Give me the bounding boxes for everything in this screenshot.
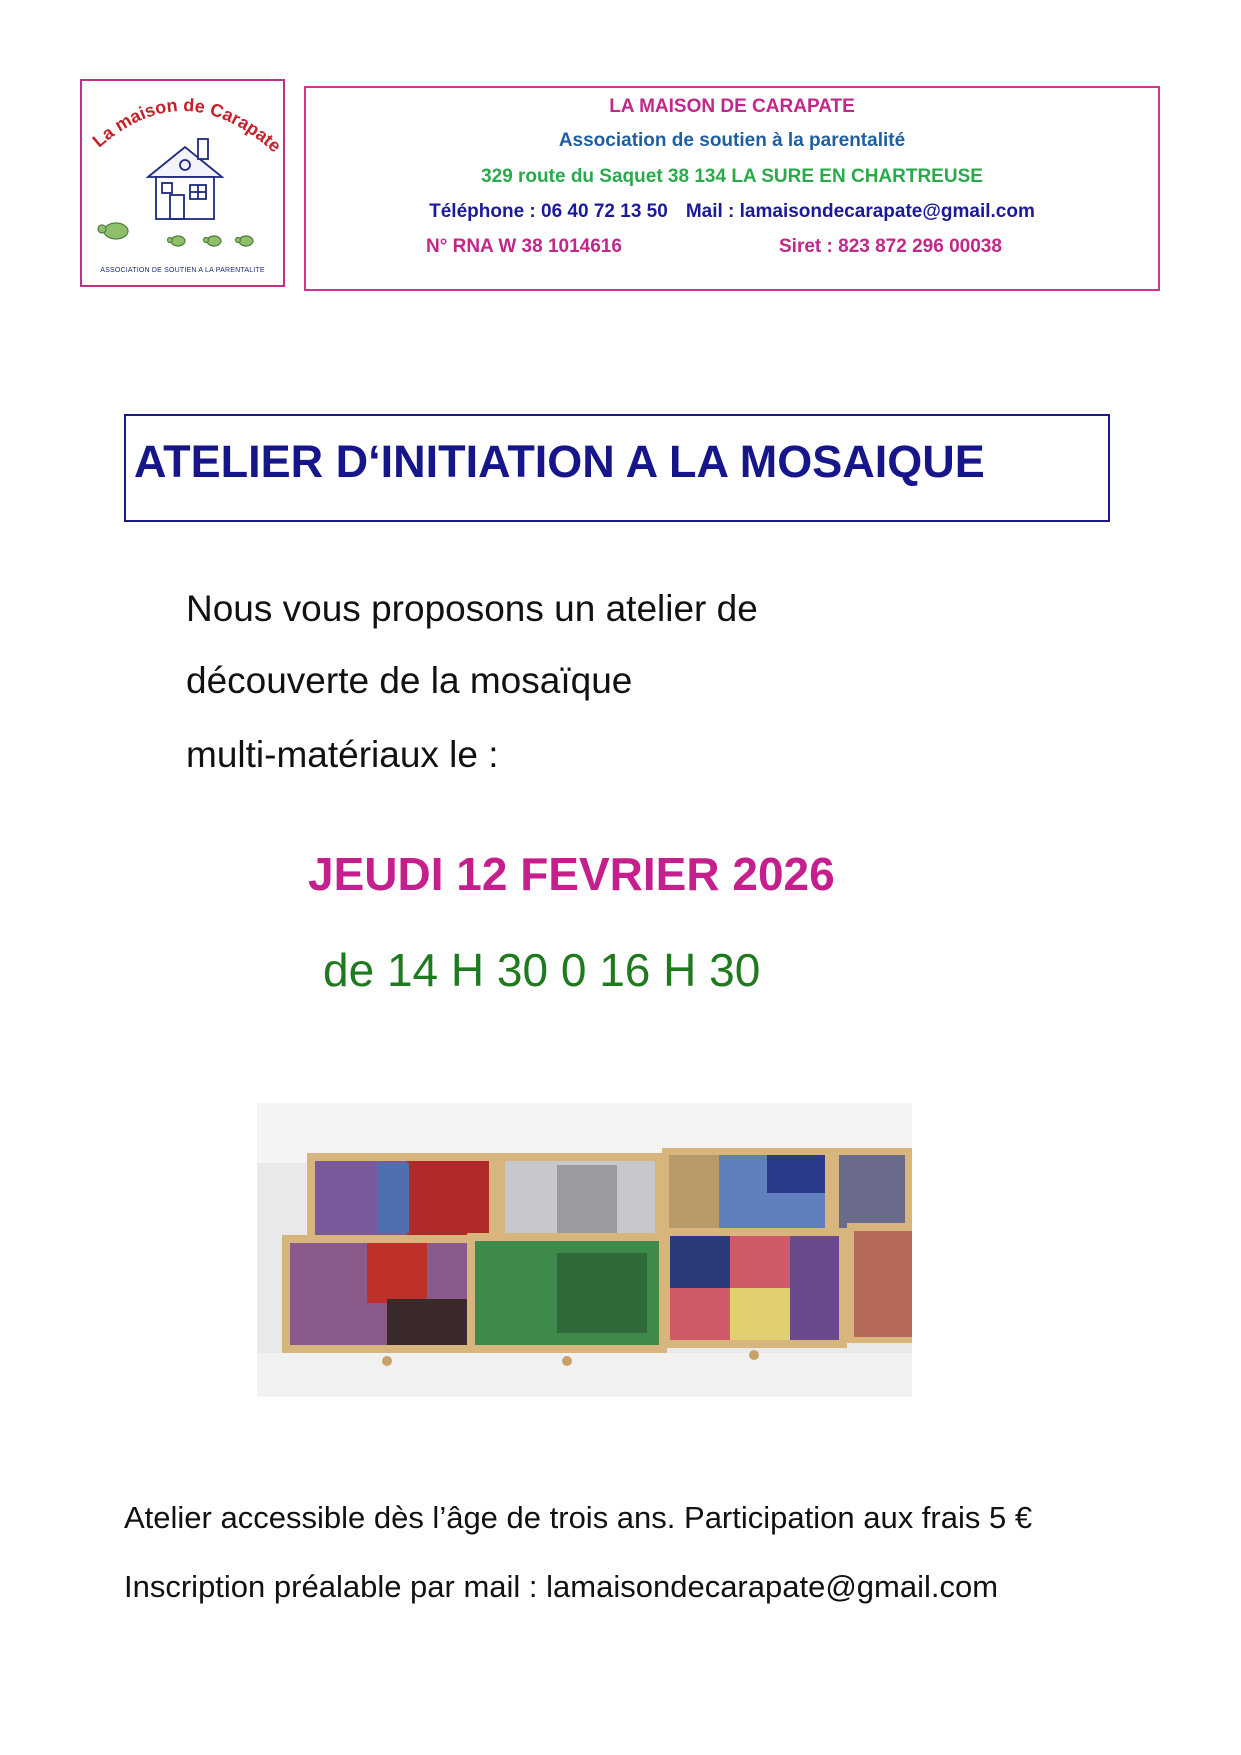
title-box	[124, 414, 1110, 522]
page-title: ATELIER D‘INITIATION A LA MOSAIQUE	[134, 436, 985, 487]
intro-line: multi-matériaux le :	[186, 734, 499, 775]
event-date: JEUDI 12 FEVRIER 2026	[308, 848, 835, 900]
registration-info: Inscription préalable par mail : lamaisondecarapate@gmail.com	[124, 1569, 999, 1604]
contact-line	[306, 201, 1158, 223]
info-line: Atelier accessible dès l’âge de trois ans. Participation aux frais 5 €	[124, 1500, 1033, 1535]
mosaic-trays-photo	[257, 1103, 912, 1397]
turtle-icon	[98, 223, 253, 246]
email-address[interactable]: Mail : lamaisondecarapate@gmail.com	[685, 201, 1035, 222]
association-subtitle: Association de soutien à la parentalité	[558, 130, 906, 151]
association-address: 329 route du Saquet 38 134 LA SURE EN CHARTREUSE	[481, 166, 983, 187]
intro-line: découverte de la mosaïque	[186, 660, 633, 701]
logo-tagline: ASSOCIATION DE SOUTIEN A LA PARENTALITE	[100, 267, 265, 274]
event-hours: de 14 H 30 0 16 H 30	[323, 944, 761, 996]
association-header	[304, 86, 1160, 291]
phone-number: Téléphone : 06 40 72 13 50	[429, 201, 668, 222]
siret-number: Siret : 823 872 296 00038	[779, 236, 1002, 257]
association-name: LA MAISON DE CARAPATE	[609, 96, 855, 117]
house-icon	[148, 139, 222, 219]
logo-arc-text: La maison de Carapate	[88, 94, 286, 157]
logo-graphic	[82, 81, 287, 289]
intro-line: Nous vous proposons un atelier de	[186, 588, 758, 629]
logo	[80, 79, 285, 287]
rna-number: N° RNA W 38 1014616	[426, 236, 622, 257]
